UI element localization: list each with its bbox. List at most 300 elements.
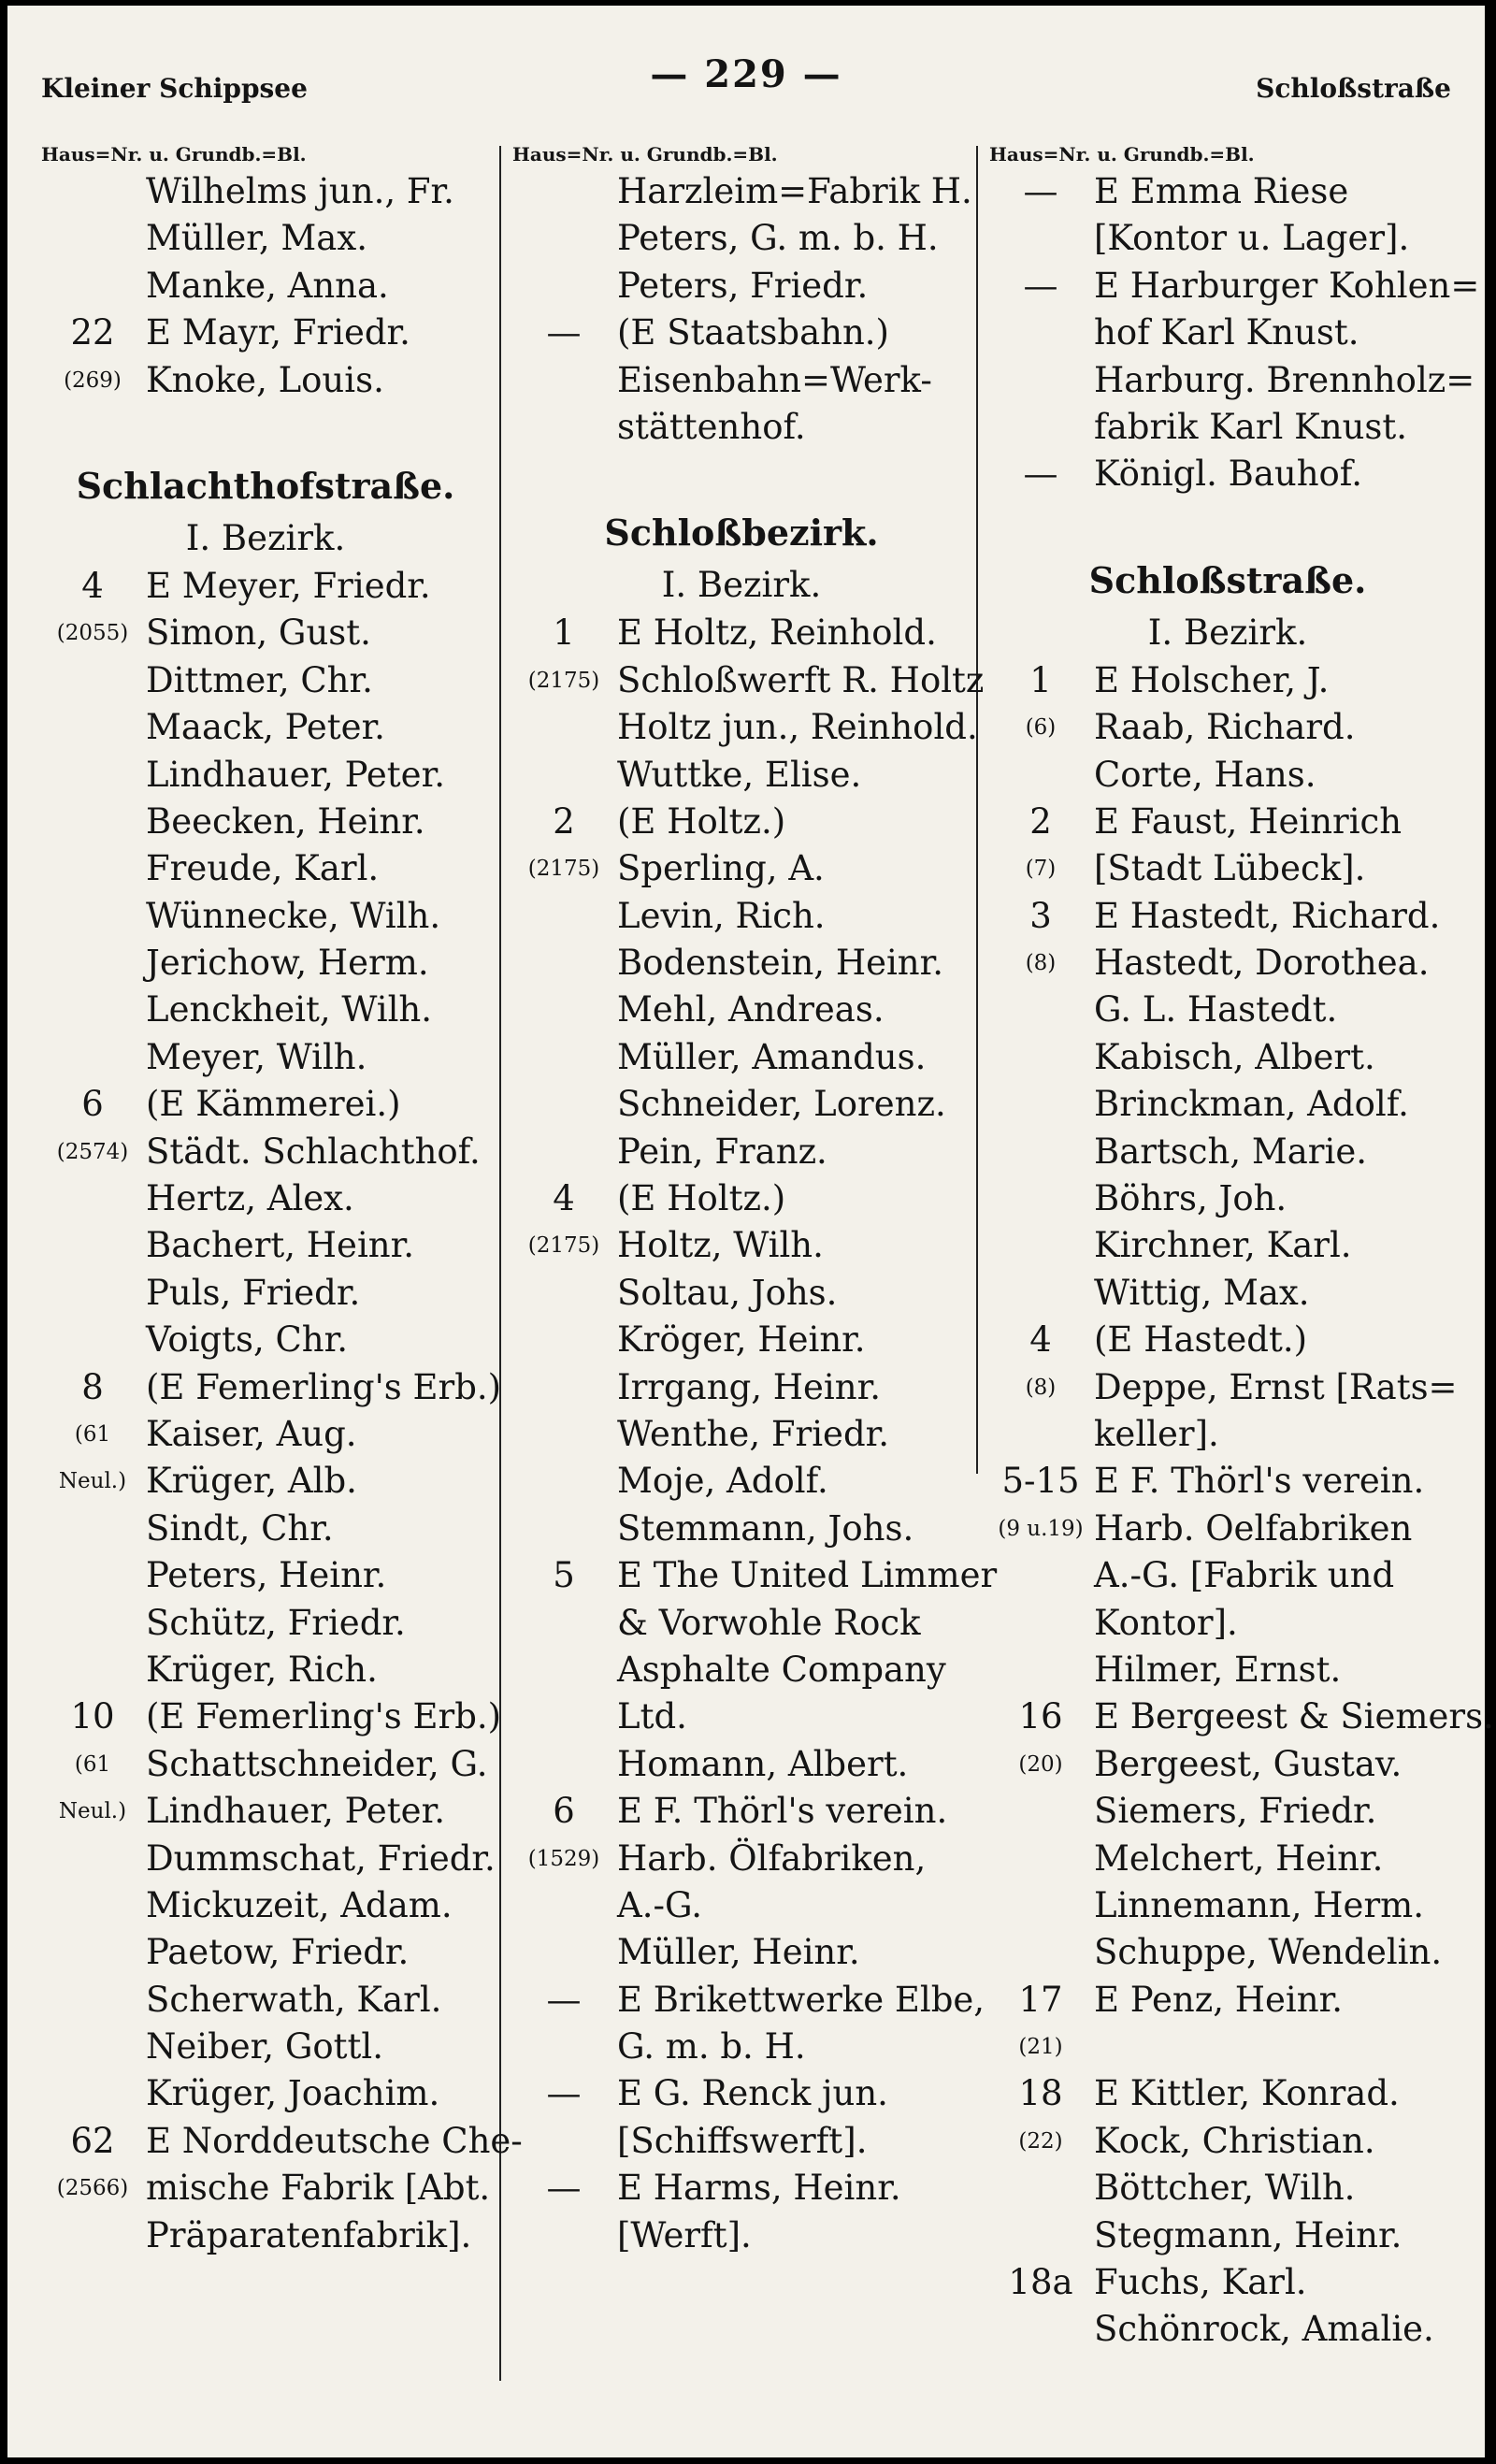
house-number: (2175) xyxy=(527,668,600,693)
house-number: — xyxy=(1023,454,1058,495)
house-number: 18 xyxy=(1018,2073,1063,2114)
directory-entry xyxy=(512,1977,985,2024)
directory-entry xyxy=(512,1081,971,1128)
directory-entry xyxy=(512,987,971,1033)
entry-text: E Hastedt, Richard. xyxy=(1094,895,1441,936)
directory-entry xyxy=(989,940,1466,987)
directory-entry xyxy=(512,1647,971,1693)
directory-entry xyxy=(41,1364,502,1411)
directory-entry xyxy=(512,1175,971,1222)
entry-text: Peters, G. m. b. H. xyxy=(617,218,939,259)
entry-text: Harb. Ölfabriken, xyxy=(617,1837,927,1879)
directory-entry xyxy=(989,893,1466,940)
entry-text: E Norddeutsche Che- xyxy=(146,2120,523,2161)
entry-text: Scherwath, Karl. xyxy=(146,1979,442,2020)
directory-entry xyxy=(512,845,971,892)
entry-text: Kaiser, Aug. xyxy=(146,1413,357,1454)
directory-entry xyxy=(989,1600,1466,1647)
directory-entry xyxy=(41,610,490,656)
directory-entry xyxy=(512,1458,971,1505)
directory-entry xyxy=(512,2070,971,2117)
directory-entry xyxy=(989,704,1466,751)
house-number: 5-15 xyxy=(1001,1461,1080,1502)
house-number: 3 xyxy=(1029,895,1052,936)
entry-text: (E Femerling's Erb.) xyxy=(146,1366,502,1407)
house-number: 6 xyxy=(81,1084,104,1125)
entry-text: Melchert, Heinr. xyxy=(1094,1837,1384,1879)
directory-entry xyxy=(512,1270,971,1317)
entry-text: Schloßwerft R. Holtz xyxy=(617,659,985,700)
directory-entry xyxy=(989,2118,1466,2165)
entry-text: Irrgang, Heinr. xyxy=(617,1366,881,1407)
entry-text: Soltau, Johs. xyxy=(617,1272,838,1313)
directory-entry xyxy=(512,1317,971,1363)
street-heading: Schloßbezirk. xyxy=(604,512,879,555)
entry-text: Wünnecke, Wilh. xyxy=(146,895,441,936)
directory-entry xyxy=(512,168,971,215)
directory-entry xyxy=(41,1034,490,1081)
directory-entry xyxy=(989,1081,1466,1128)
directory-entry xyxy=(41,1081,490,1128)
directory-entry xyxy=(512,1882,971,1929)
entry-text: Dittmer, Chr. xyxy=(146,659,373,700)
directory-entry xyxy=(512,704,978,751)
house-number: (21) xyxy=(1018,2035,1063,2060)
directory-entry xyxy=(41,310,490,356)
entry-text: Königl. Bauhof. xyxy=(1094,454,1362,495)
house-number: (22) xyxy=(1018,2128,1063,2154)
directory-entry xyxy=(41,1552,490,1599)
entry-text: Wittig, Max. xyxy=(1094,1272,1310,1313)
entry-text: Müller, Amandus. xyxy=(617,1036,927,1077)
entry-text: Raab, Richard. xyxy=(1094,707,1356,748)
house-number: 8 xyxy=(81,1366,104,1407)
entry-text: A.-G. [Fabrik und xyxy=(1094,1555,1395,1596)
entry-text: Schütz, Friedr. xyxy=(146,1602,406,1643)
directory-entry xyxy=(989,752,1466,799)
entry-text: Voigts, Chr. xyxy=(146,1319,349,1361)
entry-text: (E Holtz.) xyxy=(617,800,786,842)
house-number: (8) xyxy=(1025,1375,1057,1400)
directory-entry xyxy=(989,2165,1466,2212)
entry-text: Böttcher, Wilh. xyxy=(1094,2168,1356,2209)
entry-text: Homann, Albert. xyxy=(617,1743,909,1784)
entry-text: A.-G. xyxy=(617,1884,702,1925)
entry-text: E Harms, Heinr. xyxy=(617,2168,901,2209)
directory-entry xyxy=(41,2212,490,2259)
entry-text: Mickuzeit, Adam. xyxy=(146,1884,453,1925)
entry-text: Kontor]. xyxy=(1094,1602,1238,1643)
directory-entry xyxy=(512,215,971,262)
house-number: — xyxy=(546,312,582,353)
entry-text: Kirchner, Karl. xyxy=(1094,1225,1352,1266)
house-number: 1 xyxy=(1029,659,1052,700)
directory-entry xyxy=(989,2259,1466,2306)
house-number: — xyxy=(1023,265,1058,306)
entry-text: Deppe, Ernst [Rats= xyxy=(1094,1366,1458,1407)
directory-entry xyxy=(989,2212,1466,2259)
entry-text: Bartsch, Marie. xyxy=(1094,1131,1367,1172)
house-number: (2175) xyxy=(527,1233,600,1259)
column-header-note: Haus=Nr. u. Grundb.=Bl. xyxy=(989,143,1255,166)
entry-text: Fuchs, Karl. xyxy=(1094,2262,1307,2303)
directory-entry xyxy=(512,1034,971,1081)
directory-entry xyxy=(989,2024,1466,2070)
house-number: (1529) xyxy=(527,1846,600,1871)
entry-text: G. L. Hastedt. xyxy=(1094,989,1338,1030)
entry-text: Wuttke, Elise. xyxy=(617,754,862,795)
directory-entry xyxy=(512,2024,971,2070)
directory-entry xyxy=(41,215,490,262)
directory-entry xyxy=(989,451,1466,497)
house-number: — xyxy=(1023,171,1058,211)
directory-entry xyxy=(41,1977,490,2024)
entry-text: hof Karl Knust. xyxy=(1094,312,1359,353)
entry-text: Bachert, Heinr. xyxy=(146,1225,414,1266)
directory-entry xyxy=(512,799,971,845)
entry-text: Manke, Anna. xyxy=(146,265,389,306)
directory-entry xyxy=(989,1458,1466,1505)
directory-entry xyxy=(512,1552,998,1599)
entry-text: Krüger, Joachim. xyxy=(146,2073,440,2114)
entries-list xyxy=(512,610,998,2259)
directory-entry xyxy=(989,1364,1466,1411)
directory-entry xyxy=(41,563,490,610)
district-heading: I. Bezirk. xyxy=(661,565,822,606)
directory-entry xyxy=(41,1882,490,1929)
district-heading: I. Bezirk. xyxy=(1147,612,1308,653)
entry-text: mische Fabrik [Abt. xyxy=(146,2168,491,2209)
directory-entry xyxy=(41,1836,496,1882)
entry-text: Brinckman, Adolf. xyxy=(1094,1084,1409,1125)
entry-text: Freude, Karl. xyxy=(146,848,380,889)
directory-page xyxy=(7,6,1494,2457)
entry-text: E Penz, Heinr. xyxy=(1094,1979,1343,2020)
directory-entry xyxy=(989,1788,1466,1835)
entry-text: Kock, Christian. xyxy=(1094,2120,1375,2161)
directory-entry xyxy=(512,1222,971,1269)
directory-entry xyxy=(512,1506,971,1552)
entry-text: Meyer, Wilh. xyxy=(146,1036,367,1077)
entry-text: [Schiffswerft]. xyxy=(617,2120,868,2161)
directory-entry xyxy=(989,799,1466,845)
directory-entry xyxy=(41,2024,490,2070)
entry-text: Bodenstein, Heinr. xyxy=(617,943,944,984)
house-number: 2 xyxy=(1029,800,1052,842)
entry-text: & Vorwohle Rock xyxy=(617,1602,921,1643)
directory-entry xyxy=(41,1929,490,1976)
directory-entry xyxy=(989,1882,1466,1929)
directory-entry xyxy=(512,404,971,451)
house-number: 1 xyxy=(553,612,575,654)
entry-text: Schönrock, Amalie. xyxy=(1094,2309,1434,2350)
entry-text: Kröger, Heinr. xyxy=(617,1319,866,1361)
entry-text: Sperling, A. xyxy=(617,848,825,889)
directory-entry xyxy=(512,893,971,940)
entry-text: Wenthe, Friedr. xyxy=(617,1413,890,1454)
directory-entry xyxy=(512,752,971,799)
entry-text: Holtz, Wilh. xyxy=(617,1225,824,1266)
entry-text: Jerichow, Herm. xyxy=(146,943,429,984)
district-heading: I. Bezirk. xyxy=(185,517,346,558)
entry-text: [Stadt Lübeck]. xyxy=(1094,848,1366,889)
entry-text: Paetow, Friedr. xyxy=(146,1932,410,1973)
entry-text: Peters, Friedr. xyxy=(617,265,869,306)
entry-text: Hastedt, Dorothea. xyxy=(1094,943,1430,984)
entry-text: Peters, Heinr. xyxy=(146,1555,387,1596)
entry-text: Böhrs, Joh. xyxy=(1094,1178,1287,1219)
directory-entry xyxy=(989,657,1466,704)
entry-text: Dummschat, Friedr. xyxy=(146,1837,496,1879)
column-divider xyxy=(976,146,978,1474)
directory-entry xyxy=(989,1506,1466,1552)
entry-text: Kabisch, Albert. xyxy=(1094,1036,1375,1077)
entry-text: Levin, Rich. xyxy=(617,895,826,936)
entry-text: E Holscher, J. xyxy=(1094,659,1330,700)
entry-text: E G. Renck jun. xyxy=(617,2073,888,2114)
house-number: Neul.) xyxy=(58,1799,127,1824)
entry-text: G. m. b. H. xyxy=(617,2026,806,2068)
entry-text: Präparatenfabrik]. xyxy=(146,2214,472,2255)
entry-text: Stegmann, Heinr. xyxy=(1094,2214,1402,2255)
directory-entry xyxy=(989,1034,1466,1081)
directory-entry xyxy=(989,1317,1466,1363)
column-header-note: Haus=Nr. u. Grundb.=Bl. xyxy=(41,143,307,166)
entry-text: Harburg. Brennholz= xyxy=(1094,359,1475,400)
directory-entry xyxy=(989,1411,1466,1458)
entry-text: Müller, Heinr. xyxy=(617,1932,860,1973)
directory-entry xyxy=(989,987,1466,1033)
directory-entry xyxy=(989,2070,1466,2117)
entry-text: Harb. Oelfabriken xyxy=(1094,1507,1413,1549)
directory-entry xyxy=(41,1600,490,1647)
entry-text: Beecken, Heinr. xyxy=(146,800,425,842)
directory-entry xyxy=(41,1741,490,1788)
entry-text: Puls, Friedr. xyxy=(146,1272,361,1313)
directory-entry xyxy=(41,2118,523,2165)
directory-entry xyxy=(41,1129,490,1175)
directory-entry xyxy=(512,1364,971,1411)
entry-text: Lindhauer, Peter. xyxy=(146,754,445,795)
house-number: (61 xyxy=(74,1751,111,1777)
house-number: (269) xyxy=(64,367,122,393)
directory-entry xyxy=(41,704,490,751)
continued-entries xyxy=(989,168,1480,498)
entry-text: Städt. Schlachthof. xyxy=(146,1131,481,1172)
entry-text: Krüger, Rich. xyxy=(146,1649,378,1690)
entry-text: Asphalte Company xyxy=(617,1649,946,1690)
entry-text: fabrik Karl Knust. xyxy=(1094,406,1408,447)
entry-text: E Mayr, Friedr. xyxy=(146,312,410,353)
house-number: — xyxy=(546,2073,582,2114)
street-heading: Schloßstraße. xyxy=(1088,558,1367,601)
entry-text: Lindhauer, Peter. xyxy=(146,1791,445,1832)
directory-entry xyxy=(989,1836,1466,1882)
house-number: 4 xyxy=(553,1178,575,1219)
directory-entry xyxy=(989,168,1466,215)
house-number: (2055) xyxy=(56,621,129,646)
directory-entry xyxy=(41,657,490,704)
directory-entry xyxy=(989,1741,1466,1788)
street-heading: Schlachthofstraße. xyxy=(76,464,455,507)
directory-entry xyxy=(512,940,971,987)
entry-text: Stemmann, Johs. xyxy=(617,1507,914,1549)
directory-entry xyxy=(512,1788,971,1835)
directory-entry xyxy=(512,1836,971,1882)
directory-entry xyxy=(989,404,1466,451)
entry-text: E Faust, Heinrich xyxy=(1094,800,1402,842)
entry-text: Siemers, Friedr. xyxy=(1094,1791,1377,1832)
entry-text: (E Femerling's Erb.) xyxy=(146,1696,502,1737)
header-right-street: Schloßstraße xyxy=(1256,73,1451,104)
house-number: 5 xyxy=(553,1555,575,1596)
house-number: (8) xyxy=(1025,951,1057,976)
entry-text: E Meyer, Friedr. xyxy=(146,565,431,606)
directory-entry xyxy=(41,263,490,310)
directory-entry xyxy=(512,310,971,356)
directory-entry xyxy=(512,263,971,310)
entry-text: E Kittler, Konrad. xyxy=(1094,2073,1400,2114)
entry-text: Mehl, Andreas. xyxy=(617,989,885,1030)
directory-entry xyxy=(41,940,490,987)
house-number: (2566) xyxy=(56,2176,129,2201)
entries-list xyxy=(41,563,523,2259)
entry-text: (E Hastedt.) xyxy=(1094,1319,1308,1361)
directory-entry xyxy=(512,357,971,404)
house-number: — xyxy=(546,2168,582,2209)
entry-text: stättenhof. xyxy=(617,406,806,447)
entry-text: Schneider, Lorenz. xyxy=(617,1084,946,1125)
entry-text: Krüger, Alb. xyxy=(146,1461,357,1502)
directory-entry xyxy=(989,263,1480,310)
entry-text: Simon, Gust. xyxy=(146,612,371,654)
entries-list xyxy=(989,657,1494,2354)
entry-text: Schuppe, Wendelin. xyxy=(1094,1932,1443,1973)
house-number: 6 xyxy=(553,1791,575,1832)
house-number: 10 xyxy=(70,1696,115,1737)
directory-entry xyxy=(989,1929,1466,1976)
entry-text: Schattschneider, G. xyxy=(146,1743,488,1784)
directory-entry xyxy=(41,799,490,845)
entry-text: E Holtz, Reinhold. xyxy=(617,612,937,654)
house-number: (2175) xyxy=(527,857,600,882)
directory-entry xyxy=(512,1411,971,1458)
entry-text: Moje, Adolf. xyxy=(617,1461,828,1502)
directory-entry xyxy=(512,1741,971,1788)
directory-entry xyxy=(989,1552,1466,1599)
directory-entry xyxy=(41,1506,490,1552)
directory-entry xyxy=(41,1693,502,1740)
entry-text: Pein, Franz. xyxy=(617,1131,827,1172)
directory-entry xyxy=(512,1929,971,1976)
house-number: 18a xyxy=(1008,2262,1073,2303)
directory-entry xyxy=(41,1317,490,1363)
directory-entry xyxy=(512,2212,971,2259)
directory-entry xyxy=(41,1175,490,1222)
house-number: 4 xyxy=(1029,1319,1052,1361)
entry-text: Hertz, Alex. xyxy=(146,1178,354,1219)
directory-entry xyxy=(512,657,985,704)
house-number: 22 xyxy=(70,312,115,353)
entry-text: (E Staatsbahn.) xyxy=(617,312,889,353)
entry-text: Ltd. xyxy=(617,1696,687,1737)
entry-text: Hilmer, Ernst. xyxy=(1094,1649,1342,1690)
directory-entry xyxy=(41,2165,490,2212)
directory-entry xyxy=(41,893,490,940)
entry-text: (E Holtz.) xyxy=(617,1178,786,1219)
entry-text: [Kontor u. Lager]. xyxy=(1094,218,1410,259)
directory-entry xyxy=(989,1129,1466,1175)
entry-text: (E Kämmerei.) xyxy=(146,1084,401,1125)
house-number: (20) xyxy=(1018,1751,1063,1777)
entry-text: [Werft]. xyxy=(617,2214,752,2255)
entry-text: Wilhelms jun., Fr. xyxy=(146,171,454,211)
entry-text: Bergeest, Gustav. xyxy=(1094,1743,1402,1784)
continued-entries xyxy=(41,168,490,404)
column-1 xyxy=(41,143,523,2259)
directory-entry xyxy=(41,357,490,404)
entry-text: Neiber, Gottl. xyxy=(146,2026,383,2068)
entry-text: Maack, Peter. xyxy=(146,707,385,748)
directory-entry xyxy=(41,1788,490,1835)
entry-text: E F. Thörl's verein. xyxy=(1094,1461,1425,1502)
entry-text: Sindt, Chr. xyxy=(146,1507,334,1549)
continued-entries xyxy=(512,168,971,451)
directory-entry xyxy=(989,1222,1466,1269)
column-3 xyxy=(989,143,1494,2354)
house-number: — xyxy=(546,1979,582,2020)
entry-text: keller]. xyxy=(1094,1413,1219,1454)
page-number: — 229 — xyxy=(650,52,842,96)
house-number: Neul.) xyxy=(58,1469,127,1494)
entry-text: Linnemann, Herm. xyxy=(1094,1884,1424,1925)
page-header xyxy=(41,52,1451,108)
directory-entry xyxy=(512,1129,971,1175)
directory-entry xyxy=(41,1647,490,1693)
entry-text: E Emma Riese xyxy=(1094,171,1349,211)
directory-entry xyxy=(41,1411,490,1458)
directory-entry xyxy=(41,1458,490,1505)
entry-text: Eisenbahn=Werk- xyxy=(617,359,932,400)
house-number: 62 xyxy=(70,2120,115,2161)
house-number: 4 xyxy=(81,565,104,606)
house-number: (6) xyxy=(1025,715,1057,741)
directory-entry xyxy=(989,845,1466,892)
directory-entry xyxy=(989,1175,1466,1222)
directory-entry xyxy=(41,2070,490,2117)
entry-text: E The United Limmer xyxy=(617,1555,998,1596)
entry-text: E Bergeest & Siemers. xyxy=(1094,1696,1494,1737)
directory-entry xyxy=(989,215,1466,262)
directory-entry xyxy=(989,1647,1466,1693)
header-left-street: Kleiner Schippsee xyxy=(41,73,308,104)
directory-entry xyxy=(512,1693,971,1740)
directory-entry xyxy=(512,610,971,656)
directory-entry xyxy=(989,2306,1466,2353)
directory-entry xyxy=(989,1270,1466,1317)
directory-entry xyxy=(989,310,1466,356)
entry-text: E Brikettwerke Elbe, xyxy=(617,1979,985,2020)
directory-entry xyxy=(41,752,490,799)
directory-entry xyxy=(41,845,490,892)
house-number: 16 xyxy=(1018,1696,1063,1737)
directory-entry xyxy=(41,1270,490,1317)
entry-text: E F. Thörl's verein. xyxy=(617,1791,948,1832)
directory-entry xyxy=(512,1600,971,1647)
house-number: 2 xyxy=(553,800,575,842)
directory-entry xyxy=(512,2118,971,2165)
directory-entry xyxy=(41,987,490,1033)
